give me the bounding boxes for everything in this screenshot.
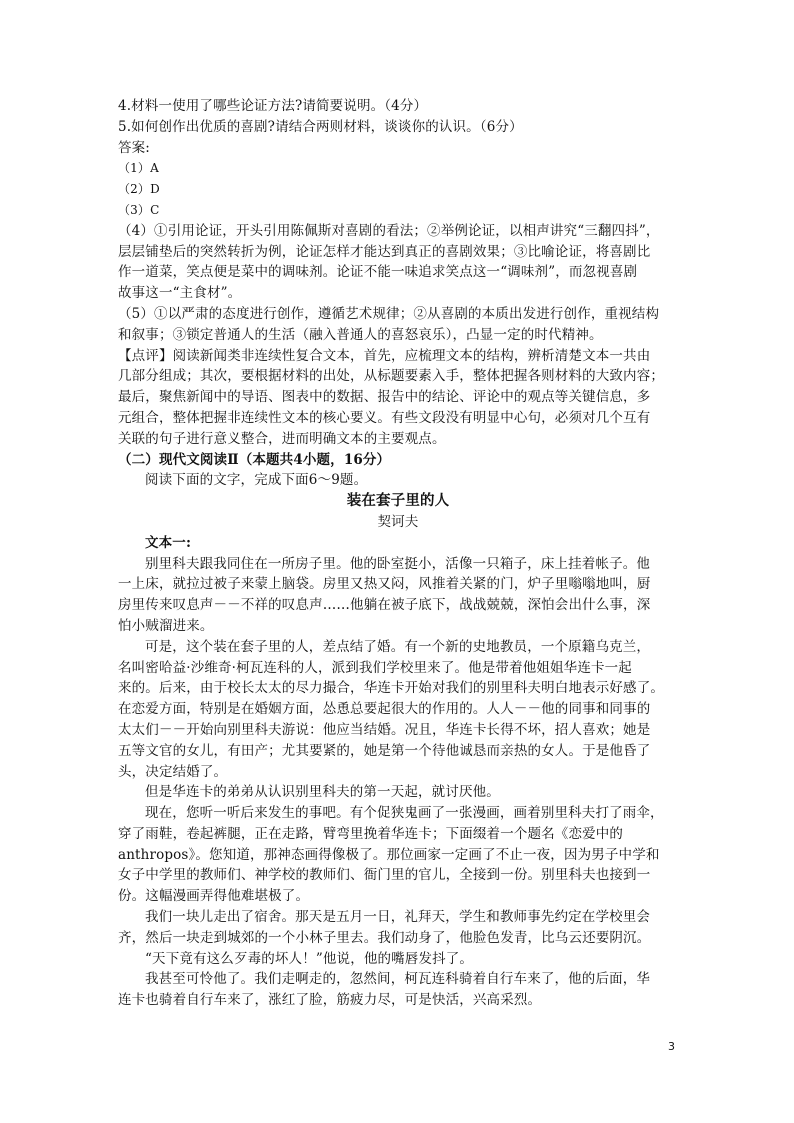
- comment-line: 关联的句子进行意义整合，进而明确文本的主要观点。: [118, 430, 446, 447]
- answer-4-line: （4）①引用论证，开头引用陈佩斯对喜剧的看法；②举例论证，以相声讲究“三翻四抖”，: [118, 222, 660, 239]
- paragraph-line: 现在，您听一听后来发生的事吧。有个促狭鬼画了一张漫画，画着别里科夫打了雨伞，: [145, 805, 664, 822]
- paragraph-line: 穿了雨鞋，卷起裤腿，正在走路，臂弯里挽着华连卡；下面缀着一个题名《恋爱中的: [118, 825, 624, 842]
- paragraph-line: 齐，然后一块走到城郊的一个小林子里去。我们动身了，他脸色发青，比乌云还要阴沉。: [118, 929, 651, 946]
- answer-label: 答案:: [118, 139, 150, 156]
- answer-4-line: 故事这一“主食材”。: [118, 285, 242, 302]
- comment-line: 【点评】阅读新闻类非连续性复合文本，首先，应梳理文本的结构，辨析清楚文本一共由: [118, 347, 651, 364]
- comment-line: 元组合，整体把握非连续性文本的核心要义。有些文段没有明显中心句，必须对几个互有: [118, 409, 651, 426]
- question-5: 5.如何创作出优质的喜剧?请结合两则材料，谈谈你的认识。（6分）: [118, 118, 523, 135]
- paragraph-line: “天下竟有这么歹毒的坏人！”他说，他的嘴唇发抖了。: [145, 950, 474, 967]
- comment-line: 最后，聚焦新闻中的导语、图表中的数据、报告中的结论、评论中的观点等关键信息，多: [118, 389, 651, 406]
- comment-line: 几部分组成；其次，要根据材料的出处，从标题要素入手，整体把握各则材料的大致内容；: [118, 368, 664, 385]
- paragraph-line: 太太们－－开始向别里科夫游说：他应当结婚。况且，华连卡长得不坏，招人喜欢；她是: [118, 721, 651, 738]
- page-content: [118, 96, 678, 1011]
- text-one-label: 文本一:: [145, 534, 192, 551]
- section-instruction: 阅读下面的文字，完成下面6～9题。: [145, 472, 368, 489]
- answer-4-line: 层层铺垫后的突然转折为例，论证怎样才能达到真正的喜剧效果；③比喻论证，将喜剧比: [118, 243, 651, 260]
- paragraph-line: 来的。后来，由于校长太太的尽力撮合，华连卡开始对我们的别里科夫明白地表示好感了。: [118, 680, 664, 697]
- paragraph-line: 怕小贼溜进来。: [118, 617, 214, 634]
- paragraph-line: 份。这幅漫画弄得他难堪极了。: [118, 888, 310, 905]
- answer-5-line: （5）①以严肃的态度进行创作，遵循艺术规律；②从喜剧的本质出发进行创作，重视结构: [118, 305, 660, 322]
- paragraph-line: 我甚至可怜他了。我们走啊走的，忽然间，柯瓦连科骑着自行车来了，他的后面，华: [145, 971, 651, 988]
- answer-5-line: 和叙事；③锁定普通人的生活（融入普通人的喜怒哀乐），凸显一定的时代精神。: [118, 326, 603, 343]
- paragraph-line: 五等文官的女儿，有田产；尤其要紧的，她是第一个待他诚恳而亲热的女人。于是他昏了: [118, 742, 651, 759]
- paragraph-line: 但是华连卡的弟弟从认识别里科夫的第一天起，就讨厌他。: [145, 784, 500, 801]
- paragraph-line: 头，决定结婚了。: [118, 763, 228, 780]
- paragraph-line: 房里传来叹息声－－不祥的叹息声……他躺在被子底下，战战兢兢，深怕会出什么事，深: [118, 597, 651, 614]
- story-title: 装在套子里的人: [346, 492, 450, 510]
- paragraph-line: 连卡也骑着自行车来了，涨红了脸，筋疲力尽，可是快活，兴高采烈。: [118, 992, 542, 1009]
- section-heading: （二）现代文阅读Ⅱ（本题共4小题，16分）: [118, 451, 391, 468]
- paragraph-line: 一上床，就拉过被子来蒙上脑袋。房里又热又闷，风推着关紧的门，炉子里嗡嗡地叫，厨: [118, 576, 651, 593]
- paragraph-line: 在恋爱方面，特别是在婚姻方面，怂恿总要起很大的作用的。人人－－他的同事和同事的: [118, 701, 651, 718]
- paragraph-line: 名叫密哈益·沙维奇·柯瓦连科的人，派到我们学校里来了。他是带着他姐姐华连卡一起: [118, 659, 632, 676]
- answer-3: （3）C: [118, 202, 160, 217]
- paragraph-line: 可是，这个装在套子里的人，差点结了婚。有一个新的史地教员，一个原籍乌克兰，: [145, 638, 651, 655]
- answer-2: （2）D: [118, 182, 160, 197]
- paragraph-line: 别里科夫跟我同住在一所房子里。他的卧室挺小，活像一只箱子，床上挂着帐子。他: [145, 555, 651, 572]
- story-author: 契诃夫: [377, 513, 419, 530]
- answer-4-line: 作一道菜，笑点便是菜中的调味剂。论证不能一味追求笑点这一“调味剂”，而忽视喜剧: [118, 264, 638, 281]
- answer-1: （1）A: [118, 161, 159, 176]
- page-number: 3: [668, 1040, 675, 1053]
- paragraph-line: 女子中学里的教师们、神学校的教师们、衙门里的官儿，全接到一份。别里科夫也接到一: [118, 867, 651, 884]
- paragraph-line: 我们一块儿走出了宿舍。那天是五月一日，礼拜天，学生和教师事先约定在学校里会: [145, 909, 651, 926]
- question-4: 4.材料一使用了哪些论证方法?请简要说明。（4分）: [118, 98, 428, 114]
- paragraph-line: anthropos》。您知道，那神态画得像极了。那位画家一定画了不止一夜，因为男子中学和: [118, 846, 660, 863]
